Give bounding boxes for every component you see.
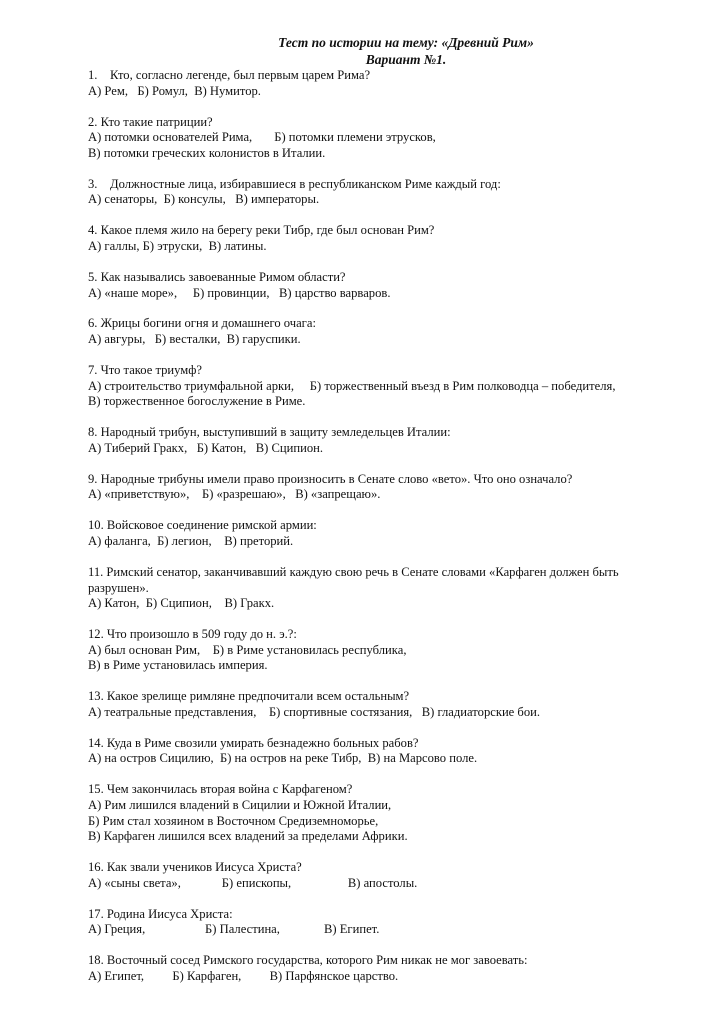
question-text: 13. Какое зрелище римляне предпочитали всем остальным? <box>88 689 410 704</box>
question-text: 9. Народные трибуны имели право произносить в Сенате слово «вето». Что оно означало? <box>88 471 573 486</box>
answer-options: А) на остров Сицилию, Б) на остров на реке Тибр, В) на Марсово поле. <box>88 751 478 766</box>
answer-options: А) «сыны света», Б) епископы, В) апостолы. <box>88 875 418 890</box>
answer-options: Б) Рим стал хозяином в Восточном Средиземноморье, <box>88 813 379 828</box>
question-text: 5. Как назывались завоеванные Римом области? <box>88 269 346 284</box>
document-title: Тест по истории на тему: «Древний Рим» <box>278 35 534 50</box>
question-item <box>88 689 688 720</box>
question-item <box>88 177 688 208</box>
question-text: 15. Чем закончилась вторая война с Карфагеном? <box>88 782 353 797</box>
answer-options: А) Рем, Б) Ромул, В) Нумитор. <box>88 83 261 98</box>
answer-options: А) театральные представления, Б) спортивные состязания, В) гладиаторские бои. <box>88 704 541 719</box>
question-text: 8. Народный трибун, выступивший в защиту земледельцев Италии: <box>88 425 451 440</box>
answer-options: А) был основан Рим, Б) в Риме установилась республика, <box>88 642 407 657</box>
question-item <box>88 953 688 984</box>
question-item <box>88 68 688 99</box>
answer-options: В) потомки греческих колонистов в Италии. <box>88 145 326 160</box>
answer-options: А) авгуры, Б) весталки, В) гаруспики. <box>88 332 301 347</box>
question-item <box>88 425 688 456</box>
question-item <box>88 907 688 938</box>
answer-options: В) Карфаген лишился всех владений за пределами Африки. <box>88 829 408 844</box>
answer-options: А) Рим лишился владений в Сицилии и Южной Италии, <box>88 798 392 813</box>
question-item <box>88 627 688 674</box>
question-item <box>88 782 688 844</box>
variant-label: Вариант №1. <box>365 52 447 67</box>
question-item <box>88 472 688 503</box>
question-text: 6. Жрицы богини огня и домашнего очага: <box>88 316 316 331</box>
question-text: 10. Войсковое соединение римской армии: <box>88 518 317 533</box>
test-document <box>88 34 688 1000</box>
question-text: 12. Что произошло в 509 году до н. э.?: <box>88 627 297 642</box>
answer-options: А) Греция, Б) Палестина, В) Египет. <box>88 922 380 937</box>
question-text: 3. Должностные лица, избиравшиеся в республиканском Риме каждый год: <box>88 176 501 191</box>
question-text: 2. Кто такие патриции? <box>88 114 213 129</box>
question-item <box>88 223 688 254</box>
question-item <box>88 518 688 549</box>
question-item <box>88 736 688 767</box>
question-item <box>88 565 688 612</box>
question-item <box>88 363 688 410</box>
answer-options: А) фаланга, Б) легион, В) преторий. <box>88 533 294 548</box>
question-text: 16. Как звали учеников Иисуса Христа? <box>88 860 302 875</box>
answer-options: А) Тиберий Гракх, Б) Катон, В) Сципион. <box>88 440 324 455</box>
answer-options: А) сенаторы, Б) консулы, В) императоры. <box>88 192 320 207</box>
question-item <box>88 316 688 347</box>
answer-options: А) строительство триумфальной арки, Б) торжественный въезд в Рим полководца – победителя, <box>88 378 616 393</box>
answer-options: А) Катон, Б) Сципион, В) Гракх. <box>88 596 275 611</box>
question-text: 1. Кто, согласно легенде, был первым царем Рима? <box>88 68 371 82</box>
question-text: 4. Какое племя жило на берегу реки Тибр, где был основан Рим? <box>88 223 435 238</box>
answer-options: А) потомки основателей Рима, Б) потомки племени этрусков, <box>88 130 436 145</box>
question-text: 11. Римский сенатор, заканчивавший каждую свою речь в Сенате словами «Карфаген должен быть <box>88 564 619 579</box>
answer-options: разрушен». <box>88 580 149 595</box>
question-list <box>88 68 688 985</box>
question-text: 14. Куда в Риме свозили умирать безнадежно больных рабов? <box>88 735 419 750</box>
question-item <box>88 860 688 891</box>
question-text: 7. Что такое триумф? <box>88 363 203 378</box>
document-header <box>124 34 688 68</box>
answer-options: А) «приветствую», Б) «разрешаю», В) «запрещаю». <box>88 487 381 502</box>
question-text: 17. Родина Иисуса Христа: <box>88 906 233 921</box>
answer-options: А) Египет, Б) Карфаген, В) Парфянское царство. <box>88 968 399 983</box>
answer-options: В) в Риме установилась империя. <box>88 658 268 673</box>
question-item <box>88 115 688 162</box>
question-item <box>88 270 688 301</box>
question-text: 18. Восточный сосед Римского государства, которого Рим никак не мог завоевать: <box>88 953 528 968</box>
answer-options: А) галлы, Б) этруски, В) латины. <box>88 238 267 253</box>
answer-options: В) торжественное богослужение в Риме. <box>88 394 306 409</box>
answer-options: А) «наше море», Б) провинции, В) царство варваров. <box>88 285 391 300</box>
